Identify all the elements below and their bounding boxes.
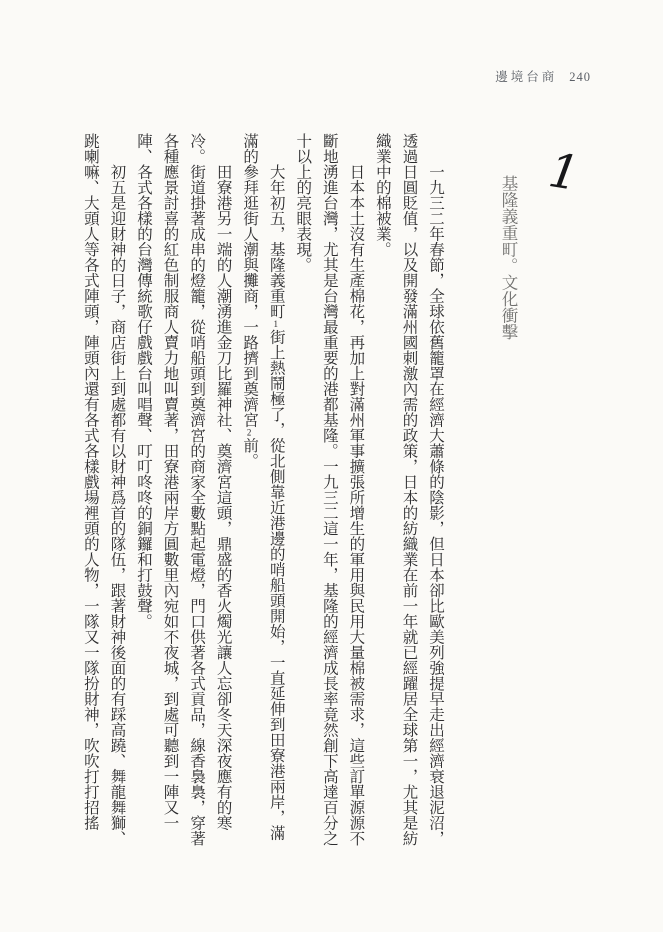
running-header-book-title: 邊境台商 bbox=[495, 70, 558, 84]
paragraph-3-text: 大年初五，基隆義重町 bbox=[267, 164, 285, 319]
paragraph-3-text: 街上熱鬧極了，從北側靠近港邊的哨船頭開始，一直延伸到田寮港兩岸，滿滿的參拜逛街人潮與攤商，一路擠到奠濟宮 bbox=[241, 133, 285, 841]
paragraph-4: 田寮港另一端的人潮湧進金刀比羅神社、奠濟宮這頭，鼎盛的香火燭光讓人忘卻冬天深夜應有的寒冷。街道掛著成串的燈籠，從哨船頭到奠濟宮的商家全數點起電燈，門口供著各式貢品，線香裊裊，穿著各種應景討喜的紅色制服商人賣力地叫賣著，田寮港兩岸方圓數里內宛如不夜城，到處可聽到一陣又一陣、各式各樣的台灣傳統歌仔戲戲台叫唱聲、叮叮咚咚的銅鑼和打鼓聲。 bbox=[134, 133, 232, 846]
body-text bbox=[76, 133, 448, 852]
paragraph-3 bbox=[236, 133, 289, 852]
paragraph-1: 一九三二年春節，全球依舊籠罩在經濟大蕭條的陰影，但日本卻比歐美列強提早走出經濟衰退泥沼，透過日圓貶值，以及開發滿州國刺激內需的政策，日本的紡織業在前一年就已經躍居全球第一，尤其是紡織業中的棉被業。 bbox=[373, 133, 444, 846]
footnote-marker-1: 1 bbox=[270, 319, 281, 329]
paragraph-3-text: 前。 bbox=[241, 437, 259, 469]
chapter-title: 基隆義重町。文化衝擊 bbox=[499, 175, 518, 340]
footnote-marker-2: 2 bbox=[244, 427, 255, 438]
running-header bbox=[495, 67, 591, 85]
page-number: 240 bbox=[569, 70, 591, 84]
chapter-number: 1 bbox=[544, 142, 584, 203]
paragraph-2: 日本本土沒有生產棉花，再加上對滿州軍事擴張所增生的軍用與民用大量棉被需求，這些訂單源源不斷地湧進台灣，尤其是台灣最重要的港都基隆。一九三二這一年，基隆的經濟成長率竟然創下高達百分之十以上的亮眼表現。 bbox=[294, 133, 365, 846]
paragraph-5: 初五是迎財神的日子，商店街上到處都有以財神爲首的隊伍，跟著財神後面的有踩高蹺、舞龍舞獅、跳喇嘛、大頭人等各式陣頭，陣頭內還有各式各樣戲場裡頭的人物，一隊又一隊扮財神，吹吹打打招搖 bbox=[81, 133, 126, 846]
